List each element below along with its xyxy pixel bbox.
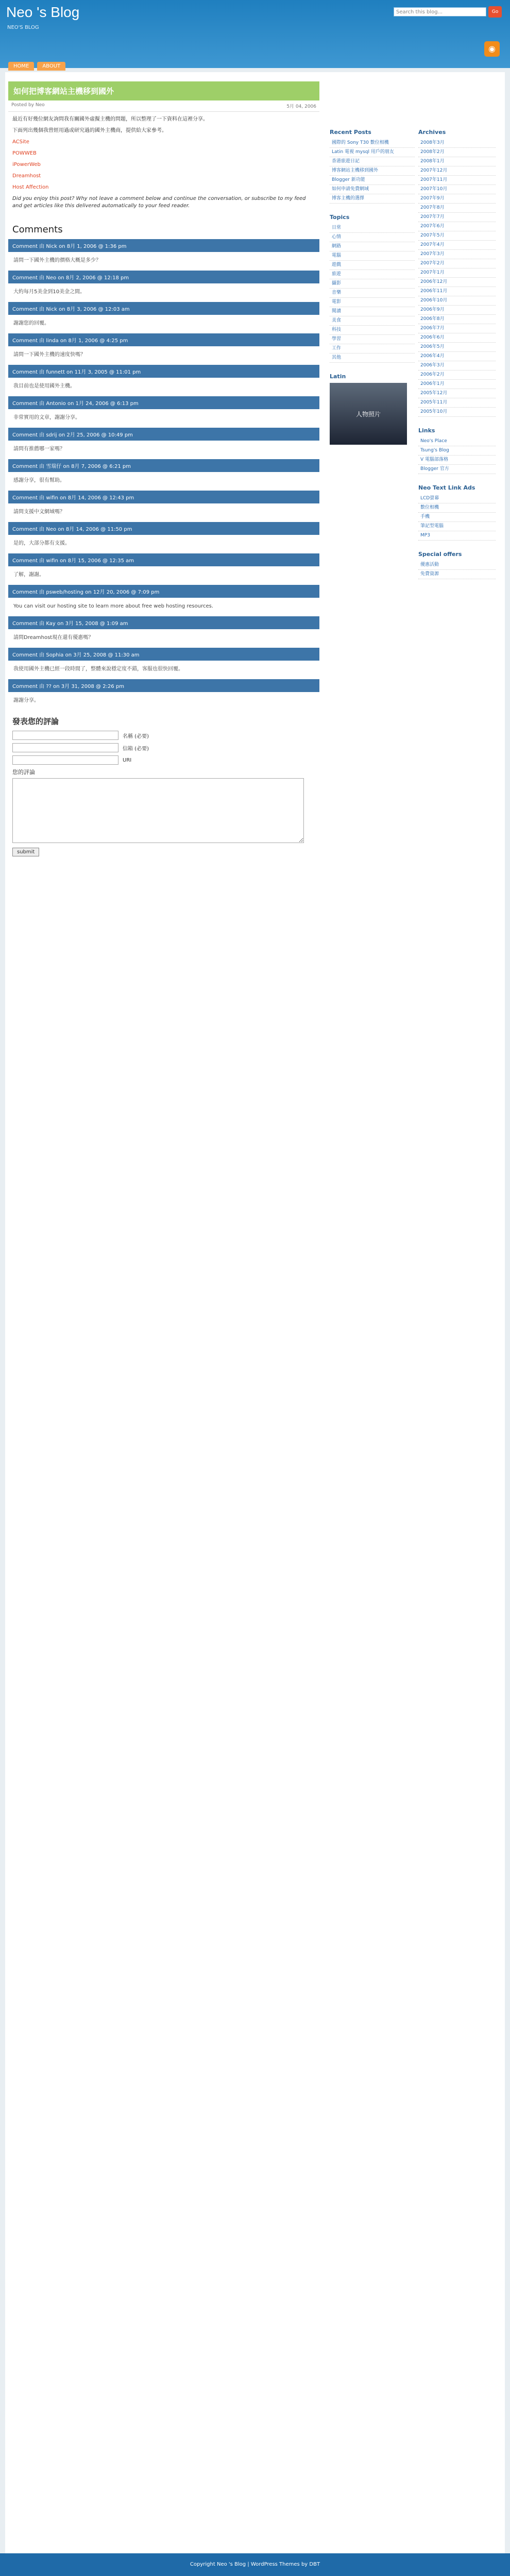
link-item[interactable]: Blogger 官方 xyxy=(418,465,496,474)
comment-header: Comment 由 linda on 8月 1, 2006 @ 4:25 pm xyxy=(8,333,319,346)
comment-header: Comment 由 funnett on 11月 3, 2005 @ 11:01 pm xyxy=(8,365,319,378)
archive-item[interactable]: 2006年12月 xyxy=(418,278,496,287)
archive-item[interactable]: 2006年8月 xyxy=(418,315,496,324)
host-name[interactable]: iPowerWeb xyxy=(12,162,41,167)
archives-list xyxy=(418,139,496,417)
archive-item[interactable]: 2006年3月 xyxy=(418,361,496,371)
comment-header: Comment 由 Nick on 8月 1, 2006 @ 1:36 pm xyxy=(8,239,319,252)
nav-home[interactable]: HOME xyxy=(8,62,34,71)
comment-text: 是的，大部分都有支援。 xyxy=(13,541,70,546)
archive-item[interactable]: 2008年1月 xyxy=(418,157,496,166)
post-paragraph: 下面列出幾個我曾經用過或研究過的國外主機商，提供給大家參考。 xyxy=(12,128,167,133)
comment-label: 您的評論 xyxy=(12,769,35,776)
blog-title[interactable]: Neo 's Blog xyxy=(6,4,80,20)
host-name[interactable]: Host Affection xyxy=(12,184,49,190)
comment-text: 請問有推薦哪一家嗎？ xyxy=(13,446,65,452)
latin-heading: Latin xyxy=(330,373,346,380)
topic-item[interactable]: 旅遊 xyxy=(330,270,415,279)
comment-text: 了解，謝謝。 xyxy=(13,572,44,578)
text-link-item[interactable]: MP3 xyxy=(418,531,496,541)
comment-header: Comment 由 Neo on 8月 2, 2006 @ 12:18 pm xyxy=(8,271,319,283)
link-item[interactable]: Neo's Place xyxy=(418,437,496,446)
archive-item[interactable]: 2008年2月 xyxy=(418,148,496,157)
special-item[interactable]: 免費資源 xyxy=(418,570,496,579)
archive-item[interactable]: 2007年5月 xyxy=(418,231,496,241)
archive-item[interactable]: 2007年8月 xyxy=(418,204,496,213)
search-input[interactable]: Search this blog... xyxy=(394,7,486,16)
header xyxy=(0,0,510,68)
avatar xyxy=(330,383,407,445)
topic-item[interactable]: 電腦 xyxy=(330,251,415,261)
archive-item[interactable]: 2006年1月 xyxy=(418,380,496,389)
name-label: 名稱 (必要) xyxy=(123,733,149,739)
topics-list xyxy=(330,224,415,363)
comment-text: 非常實用的文章，謝謝分享。 xyxy=(13,415,80,420)
comment-header: Comment 由 wifin on 8月 15, 2006 @ 12:35 am xyxy=(8,553,319,566)
comment-text: 請問一下國外主機的速度快嗎？ xyxy=(13,352,86,358)
comment-header: Comment 由 ?? on 3月 31, 2008 @ 2:26 pm xyxy=(8,679,319,692)
comment-list xyxy=(8,239,319,708)
text-link-item[interactable]: 手機 xyxy=(418,513,496,522)
recent-post-item[interactable]: 國際的 Sony T30 數位相機 xyxy=(330,139,415,148)
topic-item[interactable]: 電影 xyxy=(330,298,415,307)
recent-heading: Recent Posts xyxy=(330,129,371,136)
link-item[interactable]: Tsung's Blog xyxy=(418,446,496,456)
recent-post-item[interactable]: 如何申請免費網域 xyxy=(330,185,415,194)
archive-item[interactable]: 2006年4月 xyxy=(418,352,496,361)
topic-item[interactable]: 科技 xyxy=(330,326,415,335)
nav-about[interactable]: ABOUT xyxy=(37,62,65,71)
post-footnote: Did you enjoy this post? Why not leave a comment below and continue the conversation, or subscribe to my feed and get articles like this delivered automatically to your feed reader. xyxy=(12,196,306,209)
comment-header: Comment 由 Antonio on 1月 24, 2006 @ 6:13 pm xyxy=(8,396,319,409)
archive-item[interactable]: 2007年6月 xyxy=(418,222,496,231)
archive-item[interactable]: 2007年9月 xyxy=(418,194,496,204)
recent-list xyxy=(330,139,415,204)
topic-item[interactable]: 網路 xyxy=(330,242,415,251)
email-field[interactable] xyxy=(12,743,118,752)
form-heading: 發表您的評論 xyxy=(12,717,59,726)
archive-item[interactable]: 2006年2月 xyxy=(418,371,496,380)
post-paragraph: 最近有好幾位網友詢問我有關國外虛擬主機的問題，所以整理了一下資料在這裡分享。 xyxy=(12,116,208,122)
comment-text: 大約每月5美金到10美金之間。 xyxy=(13,289,86,295)
comment-text: 謝謝您的回覆。 xyxy=(13,321,49,326)
host-name[interactable]: ACSite xyxy=(12,139,29,145)
url-field[interactable] xyxy=(12,755,118,765)
topic-item[interactable]: 其他 xyxy=(330,353,415,363)
comments-heading: Comments xyxy=(12,224,63,235)
archives-heading: Archives xyxy=(418,129,446,136)
archive-item[interactable]: 2006年6月 xyxy=(418,333,496,343)
post-author: Posted by Neo xyxy=(11,103,45,108)
archive-item[interactable]: 2005年10月 xyxy=(418,408,496,417)
archive-item[interactable]: 2005年11月 xyxy=(418,398,496,408)
archive-item[interactable]: 2007年2月 xyxy=(418,259,496,268)
post-date: 5月 04, 2006 xyxy=(286,104,316,109)
archive-item[interactable]: 2007年12月 xyxy=(418,166,496,176)
topic-item[interactable]: 遊戲 xyxy=(330,261,415,270)
topic-item[interactable]: 美食 xyxy=(330,316,415,326)
host-name[interactable]: POWWEB xyxy=(12,150,37,156)
comment-text: You can visit our hosting site to learn more about free web hosting resources. xyxy=(13,603,214,609)
footer: Copyright Neo 's Blog | WordPress Themes by DBT xyxy=(0,2553,510,2576)
archive-item[interactable]: 2008年3月 xyxy=(418,139,496,148)
archive-item[interactable]: 2005年12月 xyxy=(418,389,496,398)
rss-icon[interactable]: ◉ xyxy=(484,41,500,57)
archive-item[interactable]: 2007年7月 xyxy=(418,213,496,222)
archive-item[interactable]: 2006年11月 xyxy=(418,287,496,296)
comment-form xyxy=(12,716,315,856)
comment-text: 請問一下國外主機的價格大概是多少？ xyxy=(13,258,101,263)
topic-item[interactable]: 心情 xyxy=(330,233,415,242)
sidebar-left xyxy=(330,129,415,445)
archive-item[interactable]: 2006年9月 xyxy=(418,306,496,315)
special-heading: Special offers xyxy=(418,551,462,558)
recent-post-item[interactable]: 香港旅遊日記 xyxy=(330,157,415,166)
text-links-list xyxy=(418,494,496,541)
archive-item[interactable]: 2006年5月 xyxy=(418,343,496,352)
comment-text: 我使用國外主機已經一段時間了，整體來說穩定度不錯，客服也很快回覆。 xyxy=(13,666,183,672)
recent-post-item[interactable]: 博客網站主機移到國外 xyxy=(330,166,415,176)
archive-item[interactable]: 2007年1月 xyxy=(418,268,496,278)
comment-header: Comment 由 雪瑞仔 on 8月 7, 2006 @ 6:21 pm xyxy=(8,459,319,472)
topic-item[interactable]: 音樂 xyxy=(330,289,415,298)
name-field[interactable] xyxy=(12,731,118,740)
url-label: URI xyxy=(123,757,132,763)
comment-textarea[interactable] xyxy=(12,778,304,843)
comment-text: 請問Dreamhost現在還有優惠嗎？ xyxy=(13,635,94,641)
post-meta xyxy=(8,100,319,112)
link-item[interactable]: V 電腦部落格 xyxy=(418,456,496,465)
comment-header: Comment 由 psweb/hosting on 12月 20, 2006 @ 7:09 pm xyxy=(8,585,319,598)
comment-text: 感謝分享，很有幫助。 xyxy=(13,478,65,483)
archive-item[interactable]: 2006年7月 xyxy=(418,324,496,333)
comment-text: 謝謝分享。 xyxy=(13,698,39,703)
comment-header: Comment 由 Kay on 3月 15, 2008 @ 1:09 am xyxy=(8,616,319,629)
sidebar-right xyxy=(418,129,496,579)
topics-heading: Topics xyxy=(330,214,350,221)
host-name[interactable]: Dreamhost xyxy=(12,173,41,179)
special-item[interactable]: 優惠活動 xyxy=(418,561,496,570)
topic-item[interactable]: 學習 xyxy=(330,335,415,344)
nav xyxy=(8,62,65,71)
links-list xyxy=(418,437,496,474)
text-links-heading: Neo Text Link Ads xyxy=(418,484,475,491)
comment-header: Comment 由 wifin on 8月 14, 2006 @ 12:43 pm xyxy=(8,491,319,503)
content-wrap xyxy=(5,72,505,2553)
post-body xyxy=(8,112,319,218)
topic-item[interactable]: 日常 xyxy=(330,224,415,233)
main-column xyxy=(8,81,319,865)
links-heading: Links xyxy=(418,427,435,434)
topic-item[interactable]: 閱讀 xyxy=(330,307,415,316)
comment-header: Comment 由 Nick on 8月 3, 2006 @ 12:03 am xyxy=(8,302,319,315)
comment-header: Comment 由 Neo on 8月 14, 2006 @ 11:50 pm xyxy=(8,522,319,535)
topic-item[interactable]: 工作 xyxy=(330,344,415,353)
email-label: 信箱 (必要) xyxy=(123,746,149,752)
text-link-item[interactable]: LCD螢幕 xyxy=(418,494,496,503)
archive-item[interactable]: 2007年4月 xyxy=(418,241,496,250)
blog-description: NEO'S BLOG xyxy=(7,25,39,30)
text-link-item[interactable]: 數位相機 xyxy=(418,503,496,513)
comment-header: Comment 由 Sophia on 3月 25, 2008 @ 11:30 am xyxy=(8,648,319,661)
comment-header: Comment 由 sdrij on 2月 25, 2006 @ 10:49 pm xyxy=(8,428,319,441)
archive-item[interactable]: 2007年3月 xyxy=(418,250,496,259)
post-title[interactable]: 如何把博客網站主機移到國外 xyxy=(8,81,319,100)
archive-item[interactable]: 2007年10月 xyxy=(418,185,496,194)
submit-button[interactable]: submit xyxy=(12,848,39,856)
photo-label: 人物照片 xyxy=(355,410,381,418)
archive-item[interactable]: 2007年11月 xyxy=(418,176,496,185)
text-link-item[interactable]: 筆記型電腦 xyxy=(418,522,496,531)
comment-text: 我目前也是使用國外主機。 xyxy=(13,383,75,389)
special-list xyxy=(418,561,496,579)
archive-item[interactable]: 2006年10月 xyxy=(418,296,496,306)
search-button[interactable]: Go xyxy=(488,6,502,18)
recent-post-item[interactable]: 博客主機的選擇 xyxy=(330,194,415,204)
recent-post-item[interactable]: Latin 電視 mysql 用戶的朋友 xyxy=(330,148,415,157)
comment-text: 請問支援中文網域嗎？ xyxy=(13,509,65,515)
topic-item[interactable]: 攝影 xyxy=(330,279,415,289)
recent-post-item[interactable]: Blogger 新功能 xyxy=(330,176,415,185)
